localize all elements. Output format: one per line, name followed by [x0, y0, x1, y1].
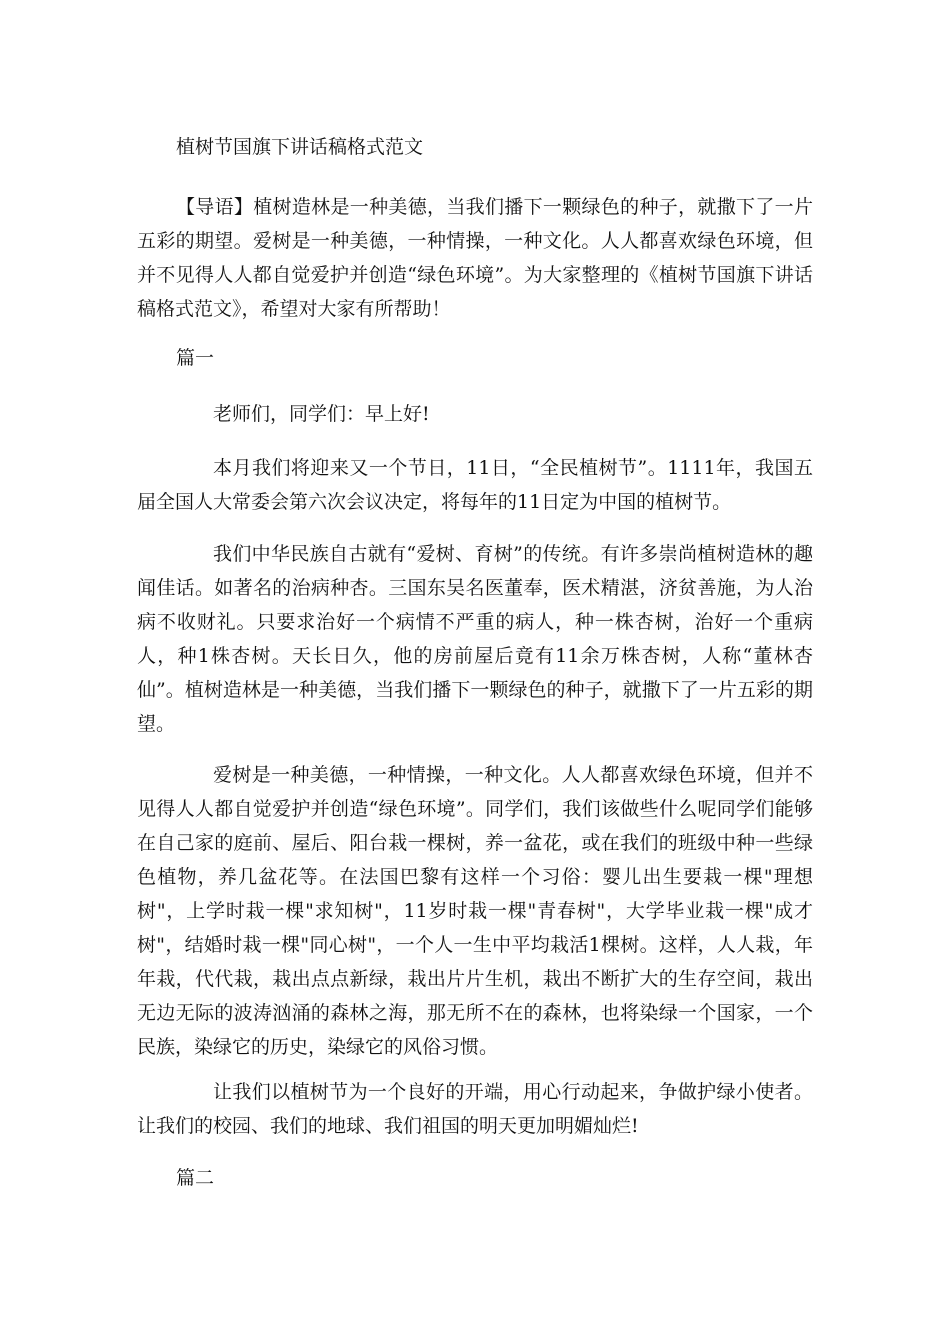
body-paragraph-4: 让我们以植树节为一个良好的开端，用心行动起来，争做护绿小使者。让我们的校园、我们的地球、我们祖国的明天更加明媚灿烂! — [137, 1081, 813, 1137]
section-heading-2: 篇二 — [176, 1167, 215, 1189]
greeting-paragraph: 老师们，同学们：早上好! — [213, 403, 430, 425]
body-paragraph-2: 我们中华民族自古就有“爱树、育树”的传统。有许多崇尚植树造林的趣闻佳话。如著名的治病种杏。三国东吴名医董奉，医术精湛，济贫善施，为人治病不收财礼。只要求治好一个病情不严重的病人，种一株杏树，治好一个重病人，种1株杏树。天长日久，他的房前屋后竟有11余万株杏树，人称“董林杏仙”。植树造林是一种美德，当我们播下一颗绿色的种子，就撒下了一片五彩的期望。 — [137, 543, 813, 735]
body-paragraph-3: 爱树是一种美德，一种情操，一种文化。人人都喜欢绿色环境，但并不见得人人都自觉爱护并创造“绿色环境”。同学们，我们该做些什么呢同学们能够在自己家的庭前、屋后、阳台栽一棵树，养一盆花，或在我们的班级中种一些绿色植物，养几盆花等。在法国巴黎有这样一个习俗：婴儿出生要栽一棵"理想树"，上学时栽一棵"求知树"，11岁时栽一棵"青春树"，大学毕业栽一棵"成才树"，结婚时栽一棵"同心树"，一个人一生中平均栽活1棵树。这样，人人栽，年年栽，代代栽，栽出点点新绿，栽出片片生机，栽出不断扩大的生存空间，栽出无边无际的波涛汹涌的森林之海，那无所不在的森林，也将染绿一个国家，一个民族，染绿它的历史，染绿它的风俗习惯。 — [137, 764, 813, 1058]
intro-paragraph: 【导语】植树造林是一种美德，当我们播下一颗绿色的种子，就撒下了一片五彩的期望。爱树是一种美德，一种情操，一种文化。人人都喜欢绿色环境，但并不见得人人都自觉爱护并创造“绿色环境”。为大家整理的《植树节国旗下讲话稿格式范文》，希望对大家有所帮助！ — [137, 196, 813, 320]
document-title: 植树节国旗下讲话稿格式范文 — [176, 136, 424, 158]
body-paragraph-1: 本月我们将迎来又一个节日，11日，“全民植树节”。1111年，我国五届全国人大常委会第六次会议决定，将每年的11日定为中国的植树节。 — [137, 457, 813, 513]
section-heading-1: 篇一 — [176, 347, 215, 369]
